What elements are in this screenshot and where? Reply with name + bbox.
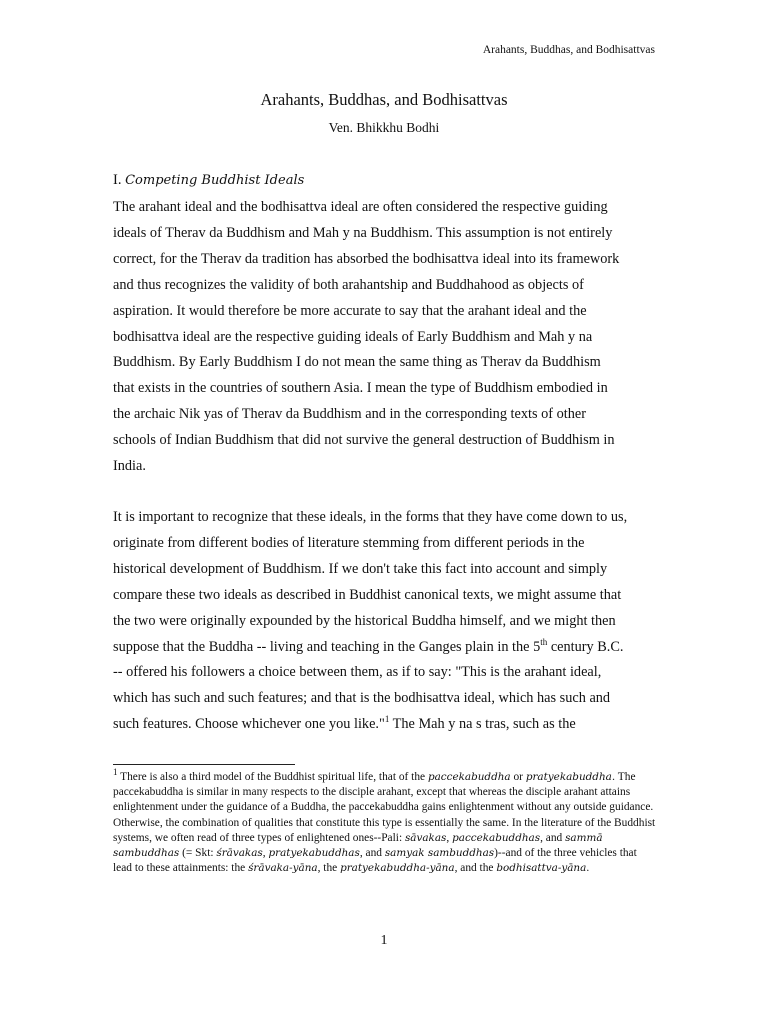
footnote-term: śrāvaka-yāna	[248, 862, 318, 875]
footnote-text: There is also a third model of the Buddhist spiritual life, that of the	[117, 771, 428, 783]
paragraph-line: aspiration. It would therefore be more accurate to say that the arahant ideal and the	[113, 302, 587, 319]
footnote-term: pratyekabuddhas	[268, 847, 360, 860]
paragraph-line: schools of Indian Buddhism that did not survive the general destruction of Buddhism in	[113, 432, 615, 449]
line-text: century B.C.	[547, 638, 624, 655]
paragraph-line: Buddhism. By Early Buddhism I do not mean the same thing as Therav da Buddhism	[113, 354, 601, 371]
footnote-term: bodhisattva-yāna	[496, 862, 587, 875]
footnote-term: sāvakas	[404, 831, 447, 844]
footnote-term: paccekabuddhas	[452, 831, 541, 844]
section-heading	[113, 172, 304, 189]
line-text: The Mah y na s tras, such as the	[389, 716, 576, 733]
page-number: 1	[380, 933, 388, 948]
footnote-term: samyak sambuddhas	[384, 847, 495, 860]
footnote-1	[113, 767, 658, 876]
paragraph-line	[113, 635, 658, 661]
footnote-term: śrāvakas	[216, 847, 263, 860]
footnote-text: )--and of the three vehicles that lead to these attainments: the	[113, 847, 637, 875]
paragraph-line: ideals of Therav da Buddhism and Mah y na Buddhism. This assumption is not entirely	[113, 224, 613, 241]
paragraph-line: India.	[113, 458, 146, 475]
footnote-text: .	[586, 862, 590, 875]
paragraph-line	[113, 712, 658, 738]
paragraph-line: compare these two ideals as described in Buddhist canonical texts, we might assume that	[113, 586, 622, 603]
document-title: Arahants, Buddhas, and Bodhisattvas	[260, 90, 508, 109]
paragraph-line: originate from different bodies of literature stemming from different periods in the	[113, 534, 585, 551]
footnote-text: (= Skt:	[179, 847, 217, 860]
footnote-term: pratyekabuddha.	[525, 771, 616, 783]
footnote-text: , and the	[454, 862, 497, 875]
paragraph-line: historical development of Buddhism. If we don't take this fact into account and simply	[113, 560, 608, 577]
paragraph-line: the archaic Nik yas of Therav da Buddhism and in the corresponding texts of other	[113, 406, 586, 423]
ordinal-superscript: th	[540, 636, 548, 647]
section-title: Competing Buddhist Ideals	[125, 173, 305, 188]
footnote-term: pratyekabuddha-yāna	[340, 862, 455, 875]
running-header: Arahants, Buddhas, and Bodhisattvas	[482, 44, 655, 56]
footnote-mark: 1	[113, 767, 118, 778]
footnote-text: or	[510, 771, 526, 783]
footnote-divider	[113, 764, 295, 765]
line-text: such features. Choose whichever one you like."	[113, 716, 385, 733]
footnote-text: , and	[359, 847, 385, 860]
paragraph-line: bodhisattva ideal are the respective guiding ideals of Early Buddhism and Mah y na	[113, 328, 593, 345]
footnote-text: , and	[540, 831, 566, 844]
author-name: Ven. Bhikkhu Bodhi	[328, 120, 440, 135]
footnote-text: ,	[262, 847, 269, 860]
footnote-text: ,	[446, 831, 453, 844]
paragraph-line: that exists in the countries of southern Asia. I mean the type of Buddhism embodied in	[113, 380, 608, 397]
footnote-term: sammā sambuddhas	[113, 831, 603, 860]
footnote-reference[interactable]: 1	[384, 714, 390, 725]
paragraph-line: which has such and such features; and that is the bodhisattva ideal, which has such and	[113, 690, 611, 707]
paragraph-line: the two were originally expounded by the historical Buddha himself, and we might then	[113, 612, 616, 629]
section-number: I.	[113, 172, 126, 188]
footnote-term: paccekabuddha	[427, 771, 511, 783]
paragraph-line: and thus recognizes the validity of both arahantship and Buddhahood as objects of	[113, 276, 584, 293]
paragraph-2	[113, 505, 658, 738]
footnote-text: The paccekabuddha is similar in many respects to the disciple arahant, except that whereas the disciple arahant attains enlightenment under the guidance of a Buddha, the paccekabuddha gains enlightenment without any outside guidance. Otherwise, the combination of qualities that constitute this type is essentially the same. In the literature of the Buddhist systems, we often read of three types of enlightened ones--Pali:	[113, 771, 656, 844]
paragraph-line: -- offered his followers a choice between them, as if to say: "This is the arahant ideal,	[113, 664, 602, 681]
paragraph-1	[113, 195, 658, 480]
footnote-text: , the	[317, 862, 341, 875]
line-text: suppose that the Buddha -- living and teaching in the Ganges plain in the 5	[113, 638, 541, 655]
paragraph-line: It is important to recognize that these ideals, in the forms that they have come down to us,	[113, 509, 628, 525]
paragraph-line: correct, for the Therav da tradition has absorbed the bodhisattva ideal into its framework	[113, 250, 620, 267]
paragraph-line: The arahant ideal and the bodhisattva ideal are often considered the respective guiding	[113, 199, 608, 215]
